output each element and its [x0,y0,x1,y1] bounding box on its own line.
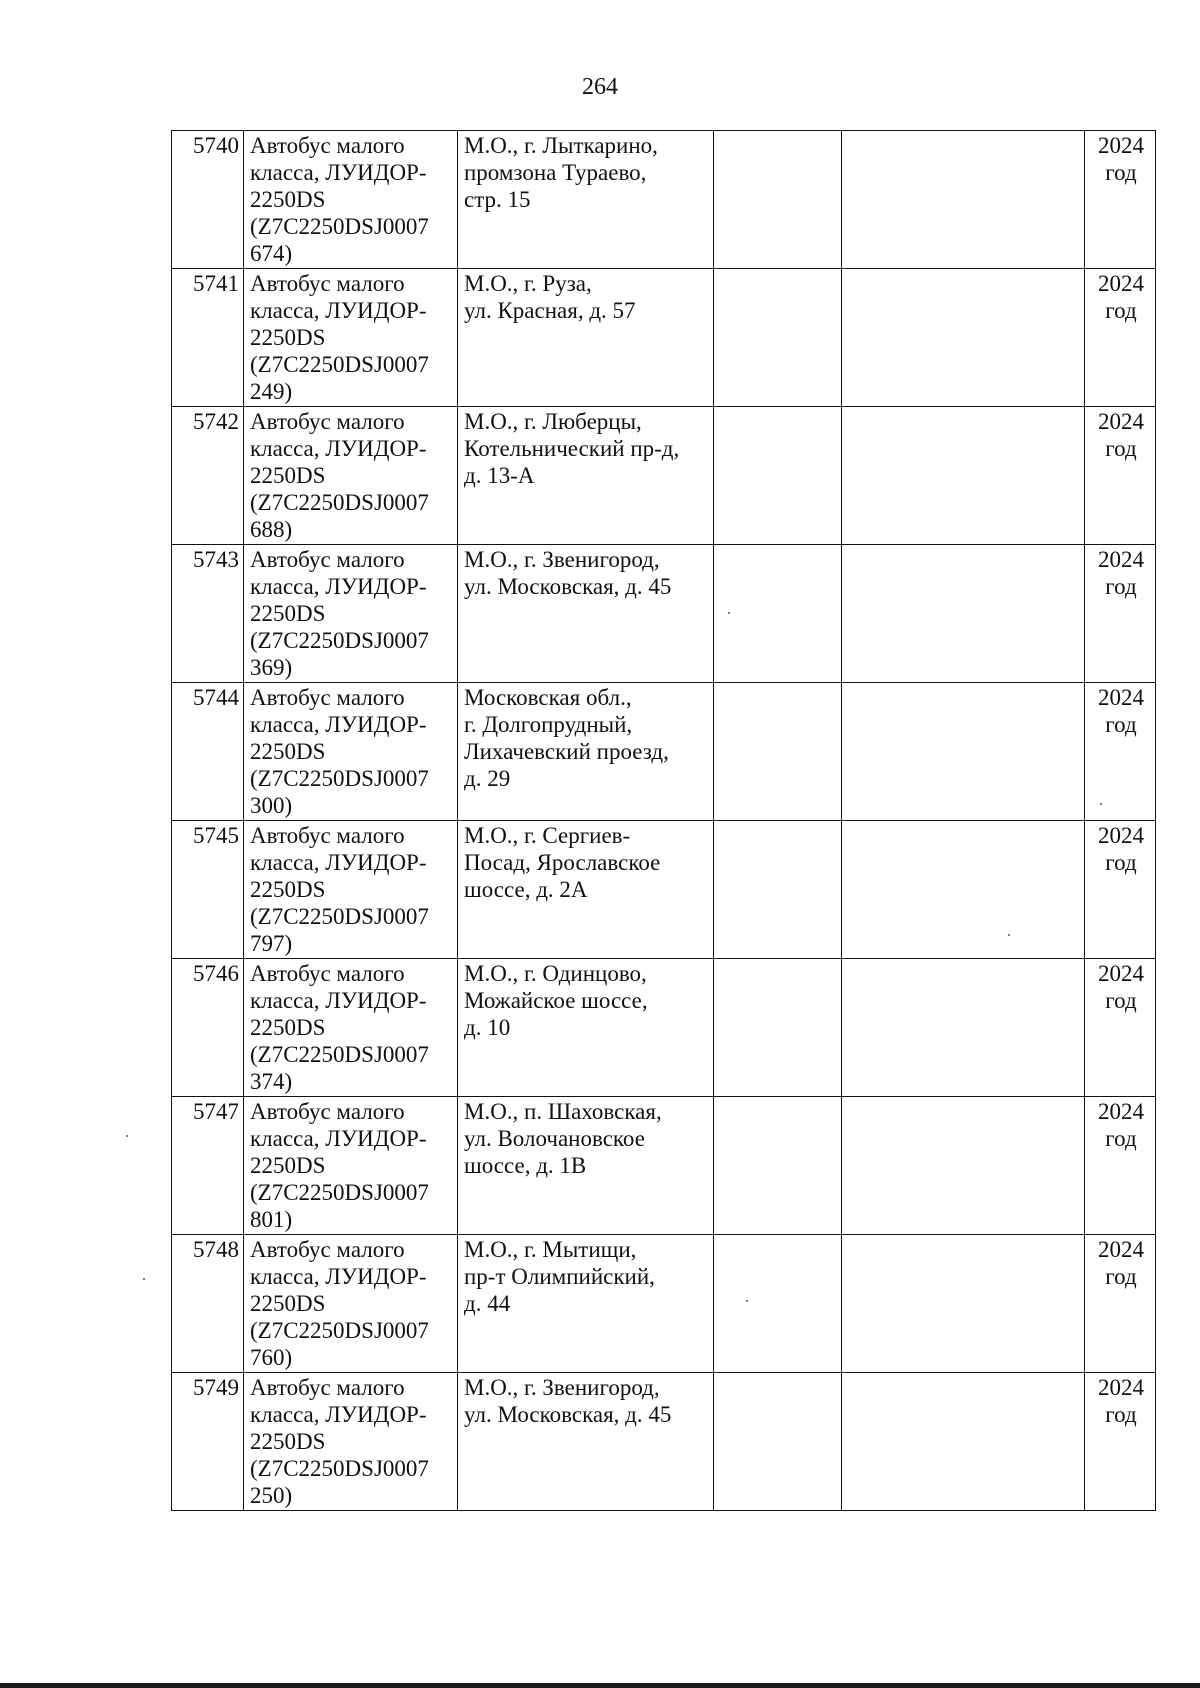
empty-cell [842,959,1085,1097]
scan-speck [143,1278,145,1280]
year-cell: 2024 год [1085,407,1156,545]
year-cell: 2024 год [1085,821,1156,959]
address-cell: М.О., г. Сергиев- Посад, Ярославское шоссе, д. 2А [458,821,714,959]
year-cell: 2024 год [1085,131,1156,269]
table-row [172,959,1156,1097]
row-number-cell: 5740 [172,131,244,269]
vehicle-registry-table [171,130,1156,1511]
scan-speck [1100,803,1102,805]
address-cell: М.О., п. Шаховская, ул. Волочановское шоссе, д. 1В [458,1097,714,1235]
year-cell: 2024 год [1085,269,1156,407]
empty-cell [714,683,842,821]
year-cell: 2024 год [1085,545,1156,683]
year-cell: 2024 год [1085,1373,1156,1511]
table-row [172,269,1156,407]
vehicle-name-cell: Автобус малого класса, ЛУИДОР- 2250DS (Z7C2250DSJ0007 374) [244,959,458,1097]
scan-speck [1008,934,1010,936]
empty-cell [714,1373,842,1511]
vehicle-name-cell: Автобус малого класса, ЛУИДОР- 2250DS (Z7C2250DSJ0007 688) [244,407,458,545]
page-number: 264 [582,74,618,100]
vehicle-name-cell: Автобус малого класса, ЛУИДОР- 2250DS (Z7C2250DSJ0007 760) [244,1235,458,1373]
row-number-cell: 5747 [172,1097,244,1235]
row-number-cell: 5745 [172,821,244,959]
row-number-cell: 5742 [172,407,244,545]
address-cell: М.О., г. Мытищи, пр-т Олимпийский, д. 44 [458,1235,714,1373]
address-cell: М.О., г. Звенигород, ул. Московская, д. 45 [458,545,714,683]
address-cell: Московская обл., г. Долгопрудный, Лихачевский проезд, д. 29 [458,683,714,821]
address-cell: М.О., г. Люберцы, Котельнический пр-д, д. 13-А [458,407,714,545]
row-number-cell: 5743 [172,545,244,683]
vehicle-name-cell: Автобус малого класса, ЛУИДОР- 2250DS (Z7C2250DSJ0007 250) [244,1373,458,1511]
vehicle-name-cell: Автобус малого класса, ЛУИДОР- 2250DS (Z7C2250DSJ0007 369) [244,545,458,683]
vehicle-name-cell: Автобус малого класса, ЛУИДОР- 2250DS (Z7C2250DSJ0007 249) [244,269,458,407]
table-row [172,683,1156,821]
address-cell: М.О., г. Руза, ул. Красная, д. 57 [458,269,714,407]
empty-cell [842,269,1085,407]
year-cell: 2024 год [1085,959,1156,1097]
vehicle-name-cell: Автобус малого класса, ЛУИДОР- 2250DS (Z7C2250DSJ0007 801) [244,1097,458,1235]
table-row [172,1235,1156,1373]
table-row [172,407,1156,545]
empty-cell [842,131,1085,269]
vehicle-name-cell: Автобус малого класса, ЛУИДОР- 2250DS (Z7C2250DSJ0007 300) [244,683,458,821]
empty-cell [842,1235,1085,1373]
empty-cell [842,821,1085,959]
row-number-cell: 5748 [172,1235,244,1373]
row-number-cell: 5744 [172,683,244,821]
empty-cell [842,1373,1085,1511]
scan-bottom-edge [0,1683,1200,1688]
table-row [172,545,1156,683]
row-number-cell: 5741 [172,269,244,407]
address-cell: М.О., г. Одинцово, Можайское шоссе, д. 10 [458,959,714,1097]
scan-speck [728,612,730,614]
empty-cell [842,545,1085,683]
table-row [172,1097,1156,1235]
table-row [172,821,1156,959]
table-row [172,131,1156,269]
scan-speck [746,1300,748,1302]
year-cell: 2024 год [1085,1235,1156,1373]
vehicle-name-cell: Автобус малого класса, ЛУИДОР- 2250DS (Z7C2250DSJ0007 674) [244,131,458,269]
address-cell: М.О., г. Звенигород, ул. Московская, д. 45 [458,1373,714,1511]
vehicle-name-cell: Автобус малого класса, ЛУИДОР- 2250DS (Z7C2250DSJ0007 797) [244,821,458,959]
empty-cell [842,407,1085,545]
row-number-cell: 5749 [172,1373,244,1511]
year-cell: 2024 год [1085,1097,1156,1235]
year-cell: 2024 год [1085,683,1156,821]
empty-cell [714,1235,842,1373]
empty-cell [714,1097,842,1235]
empty-cell [842,683,1085,821]
row-number-cell: 5746 [172,959,244,1097]
empty-cell [842,1097,1085,1235]
empty-cell [714,545,842,683]
empty-cell [714,821,842,959]
empty-cell [714,407,842,545]
scan-speck [126,1135,128,1137]
empty-cell [714,131,842,269]
table-row [172,1373,1156,1511]
empty-cell [714,959,842,1097]
empty-cell [714,269,842,407]
address-cell: М.О., г. Лыткарино, промзона Тураево, стр. 15 [458,131,714,269]
